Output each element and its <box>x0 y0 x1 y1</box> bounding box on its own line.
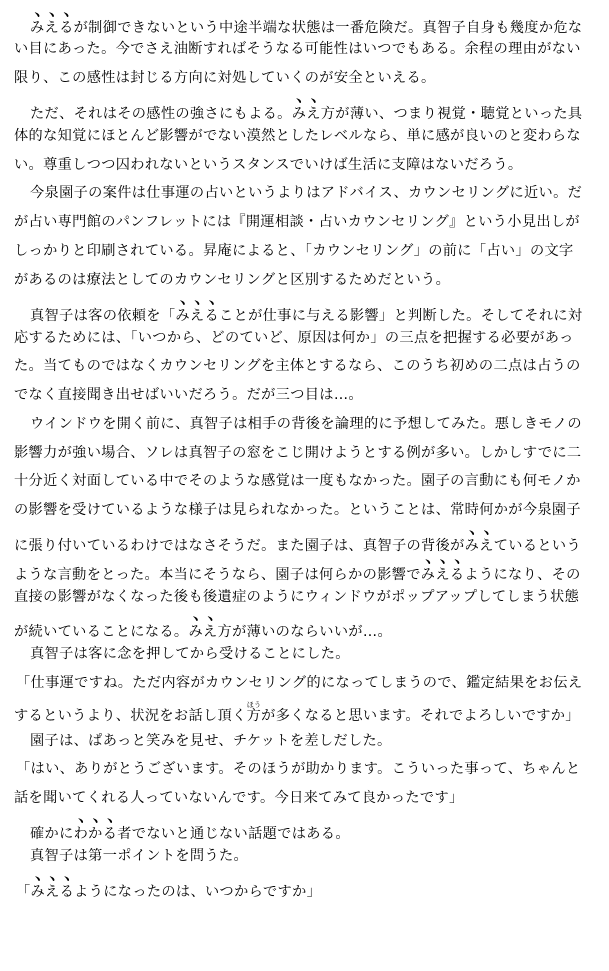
text-line <box>16 874 596 900</box>
text-run: しっかりと印刷されている。昇庵によると、「カウンセリング」の前に「占い」の文字 <box>14 243 574 259</box>
text-run: 「はい、ありがとうございます。そのほうが助かります。こういった事って、ちゃんと <box>16 761 581 777</box>
text-line <box>30 10 596 36</box>
text-run: が制御できないという中途半端な状態は一番危険だ。真智子自身も幾度か危な <box>73 20 583 36</box>
ruby-word <box>246 701 262 724</box>
text-run: 「 <box>16 884 31 900</box>
text-run: ただ、それはその感性の強さにもよる。 <box>30 106 292 122</box>
text-line <box>30 96 596 122</box>
text-run: 真智子は客に念を押してから受けることにした。 <box>30 646 350 662</box>
text-run: 方が薄いのならいいが…。 <box>217 624 392 640</box>
text-line <box>14 470 596 492</box>
text-line <box>30 413 596 435</box>
text-line <box>14 586 596 608</box>
text-run: の影響を受けているような様子は見られなかった。ということは、常時何かが今泉園子 <box>14 502 581 518</box>
text-line <box>16 672 596 694</box>
text-run: 園子は、ぱあっと笑みを見せ、チケットを差しだした。 <box>30 733 392 749</box>
text-run: 限り、この感性は封じる方向に対処していくのが安全といえる。 <box>14 70 436 86</box>
text-run: 直接の影響がなくなった後も後遺症のようにウィンドウがポップアップしてしまう状態 <box>14 589 580 605</box>
text-line <box>14 528 596 554</box>
text-line <box>30 816 596 842</box>
text-line <box>14 614 596 640</box>
text-line <box>14 442 596 464</box>
text-line <box>14 557 596 583</box>
text-run: い目にあった。今でさえ油断すればそうなる可能性はいつでもある。余程の理由がない <box>14 41 581 57</box>
text-line <box>30 845 596 867</box>
text-run: 「仕事運ですね。ただ内容がカウンセリング的になってしまうので、鑑定結果をお伝え <box>16 675 583 691</box>
text-line <box>14 327 596 349</box>
emphasized-word: みえる <box>420 567 465 583</box>
ruby-annotation: ほう <box>246 701 262 709</box>
text-run: があるのは療法としてのカウンセリングと区別するためだという。 <box>14 272 451 288</box>
text-line <box>30 730 596 752</box>
text-run: い。尊重しつつ囚われないというスタンスでいけば生活に支障はないだろう。 <box>14 157 523 173</box>
text-run: 話を聞いてくれる人っていないんです。今日来てみて良かったです」 <box>14 790 464 806</box>
emphasized-word: みえ <box>188 624 218 640</box>
text-line <box>14 701 596 723</box>
text-run: ウインドウを開く前に、真智子は相手の背後を論理的に予想してみた。悪しきモノの <box>30 416 582 432</box>
emphasized-word: みえる <box>175 308 220 324</box>
text-run: 真智子は客の依頼を「 <box>30 308 176 324</box>
text-run: 十分近く対面している中でそのような感覚は一度もなかった。園子の言動にも何モノか <box>14 473 581 489</box>
emphasized-word: みえる <box>30 884 75 900</box>
text-run: 真智子は第一ポイントを問うた。 <box>30 848 249 864</box>
text-line <box>30 643 596 665</box>
text-line <box>14 269 596 291</box>
text-run: 体的な知覚にほとんど影響がでない漠然としたレベルなら、単に感が良いのと変わらな <box>14 128 581 144</box>
emphasized-word: みえる <box>30 20 74 36</box>
text-line <box>30 298 596 324</box>
text-line <box>14 67 596 89</box>
text-run: 方が薄い、つまり視覚・聴覚といった具 <box>320 106 583 122</box>
text-line <box>14 355 596 377</box>
text-run: ことが仕事に与える影響」と判断した。そしてそれに対 <box>219 308 583 324</box>
text-run: に張り付いているわけではなさそうだ。また園子は、真智子の背後が <box>14 538 465 554</box>
text-line <box>14 211 596 233</box>
text-line <box>14 38 596 60</box>
emphasized-word: みえ <box>464 538 494 554</box>
text-line <box>14 154 596 176</box>
text-run: ようになったのは、いつからですか」 <box>74 884 322 900</box>
emphasized-word: わかる <box>73 826 118 842</box>
text-run: するというより、状況をお話し頂く <box>14 708 247 724</box>
text-run: た。当てものではなくカウンセリングを主体とするなら、このうち初めの二点は占うの <box>14 358 581 374</box>
text-run: が多くなると思います。それでよろしいですか」 <box>261 708 580 724</box>
text-run: が占い専門館のパンフレットには『開運相談・占いカウンセリング』という小見出しが <box>14 214 580 230</box>
text-line <box>14 125 596 147</box>
text-run: 今泉園子の案件は仕事運の占いというよりはアドバイス、カウンセリングに近い。だ <box>30 185 583 201</box>
text-run: が続いていることになる。 <box>14 624 189 640</box>
text-run: 影響力が強い場合、ソレは真智子の窓をこじ開けようとする例が多い。しかしすでに二 <box>14 445 582 461</box>
text-line <box>14 787 596 809</box>
text-line <box>30 182 596 204</box>
text-run: 者でないと通じない話題ではある。 <box>117 826 350 842</box>
text-run: ているという <box>493 538 581 554</box>
text-line <box>14 499 596 521</box>
text-run: でなく直接聞き出せばいいだろう。だが三つ目は…。 <box>14 387 363 403</box>
text-line <box>14 240 596 262</box>
text-line <box>14 384 596 406</box>
text-run: 確かに <box>30 826 74 842</box>
text-run: ようになり、その <box>464 567 581 583</box>
emphasized-word: みえ <box>291 106 321 122</box>
text-run: ような言動をとった。本当にそうなら、園子は何らかの影響で <box>14 567 421 583</box>
text-run: 応するためには、「いつから、どのていど、原因は何か」の三点を把握する必要があっ <box>14 330 574 346</box>
text-line <box>16 758 596 780</box>
ruby-base: 方 <box>246 708 262 724</box>
